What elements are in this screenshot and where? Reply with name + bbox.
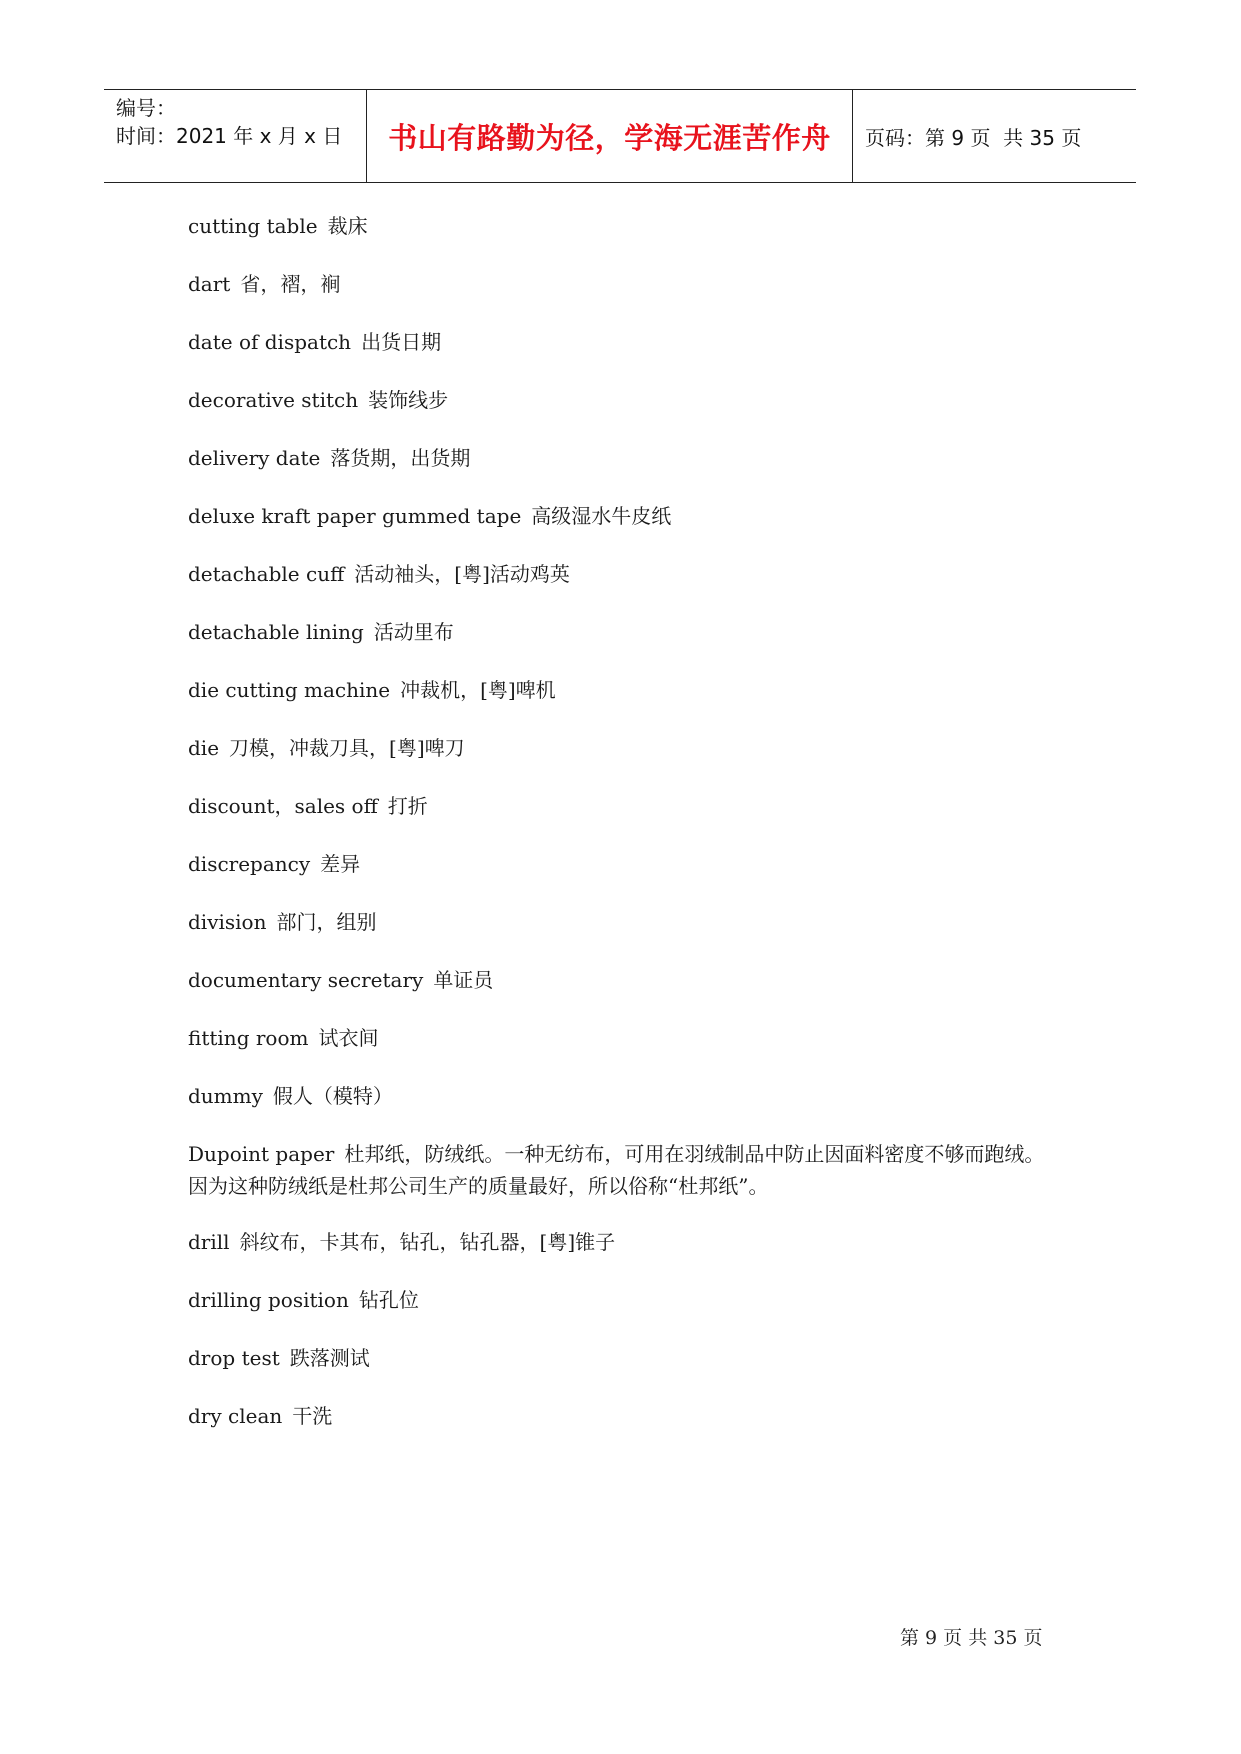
- document-number-label: 编号：: [116, 96, 176, 120]
- term: date of dispatch: [188, 330, 352, 354]
- list-item: [188, 732, 465, 764]
- meaning: 刀模，冲裁刀具，[粤]啤刀: [229, 736, 465, 760]
- meaning: 跌落测试: [289, 1346, 370, 1370]
- meaning: 高级湿水牛皮纸: [531, 504, 672, 528]
- term: drilling position: [188, 1288, 349, 1312]
- term: dry clean: [188, 1404, 283, 1428]
- term: dart: [188, 272, 231, 296]
- term: drill: [188, 1230, 230, 1254]
- term: cutting table: [188, 214, 318, 238]
- meaning: 落货期，出货期: [330, 446, 471, 470]
- meaning: 斜纹布，卡其布，钻孔，钻孔器，[粤]锥子: [239, 1230, 616, 1254]
- term: discount，sales off: [188, 794, 378, 818]
- meaning: 出货日期: [361, 330, 442, 354]
- term: documentary secretary: [188, 968, 424, 992]
- header-motto: 书山有路勤为径，学海无涯苦作舟: [367, 90, 853, 182]
- meaning: 干洗: [292, 1404, 333, 1428]
- term: detachable cuff: [188, 562, 345, 586]
- meaning: 活动袖头，[粤]活动鸡英: [354, 562, 570, 586]
- term: deluxe kraft paper gummed tape: [188, 504, 522, 528]
- list-item: [188, 442, 470, 474]
- document-time-label: 时间：2021 年 x 月 x 日: [116, 124, 343, 148]
- term: discrepancy: [188, 852, 311, 876]
- page-header: [104, 89, 1136, 183]
- meaning: 差异: [320, 852, 361, 876]
- meaning: 杜邦纸，防绒纸。一种无纺布，可用在羽绒制品中防止因面料密度不够而跑绒。因为这种防绒纸是杜邦公司生产的质量最好，所以俗称“杜邦纸”。: [188, 1142, 1045, 1198]
- meaning: 省，褶，裥: [240, 272, 341, 296]
- list-item: [188, 558, 570, 590]
- list-item: [188, 1342, 370, 1374]
- list-item: [188, 674, 556, 706]
- term: detachable lining: [188, 620, 364, 644]
- term: die cutting machine: [188, 678, 391, 702]
- term: decorative stitch: [188, 388, 359, 412]
- list-item: [188, 964, 493, 996]
- list-item: [188, 210, 368, 242]
- list-item: [188, 1138, 1058, 1202]
- meaning: 假人（模特）: [272, 1084, 393, 1108]
- list-item: [188, 384, 448, 416]
- list-item: [188, 1022, 378, 1054]
- list-item: [188, 1080, 393, 1112]
- list-item: [188, 790, 428, 822]
- meaning: 试衣间: [318, 1026, 379, 1050]
- page-footer: 第 9 页 共 35 页: [900, 1627, 1043, 1649]
- term: die: [188, 736, 220, 760]
- term: fitting room: [188, 1026, 309, 1050]
- term: Dupoint paper: [188, 1142, 335, 1166]
- meaning: 裁床: [327, 214, 368, 238]
- list-item: [188, 326, 441, 358]
- list-item: [188, 1400, 332, 1432]
- term: division: [188, 910, 267, 934]
- term: dummy: [188, 1084, 263, 1108]
- meaning: 单证员: [433, 968, 494, 992]
- meaning: 钻孔位: [358, 1288, 419, 1312]
- meaning: 打折: [387, 794, 428, 818]
- list-item: [188, 268, 340, 300]
- list-item: [188, 1284, 419, 1316]
- meaning: 冲裁机，[粤]啤机: [400, 678, 556, 702]
- meaning: 装饰线步: [368, 388, 449, 412]
- meaning: 部门，组别: [276, 910, 377, 934]
- list-item: [188, 500, 671, 532]
- header-page-code: 页码：第 9 页 共 35 页: [865, 125, 1082, 150]
- term: drop test: [188, 1346, 280, 1370]
- header-left-cell: [104, 90, 367, 182]
- list-item: [188, 906, 376, 938]
- list-item: [188, 616, 454, 648]
- list-item: [188, 848, 360, 880]
- meaning: 活动里布: [373, 620, 454, 644]
- list-item: [188, 1226, 615, 1258]
- term: delivery date: [188, 446, 321, 470]
